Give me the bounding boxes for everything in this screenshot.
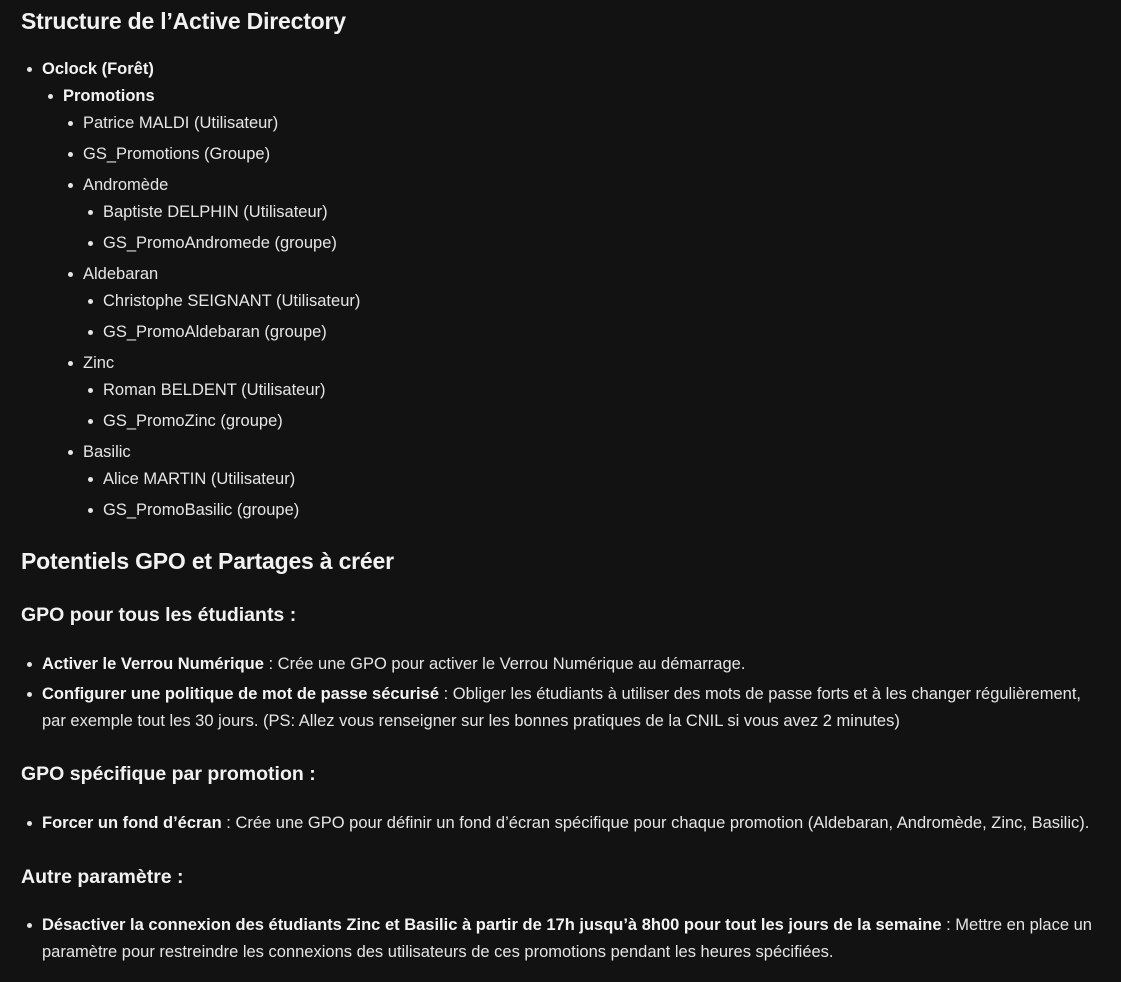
tree-node-label: Alice MARTIN (Utilisateur) [103,470,296,488]
tree-node-promotions [63,83,360,528]
item-text: : Crée une GPO pour activer le Verrou Numérique au démarrage. [263,655,746,673]
promo-label: Basilic [83,443,131,461]
tree-node-user [83,110,360,141]
list-per-promo [21,810,1101,837]
tree-node-label: GS_PromoBasilic (groupe) [103,501,300,519]
list-other [21,912,1101,966]
tree-node-label: GS_PromoAndromede (groupe) [103,234,337,252]
promo-label: Aldebaran [83,265,159,283]
tree-node-user [103,377,360,408]
promo-children [83,466,360,528]
item-text: : Crée une GPO pour définir un fond d’écran spécifique pour chaque promotion (Aldebaran, Andromède, Zinc, Basilic). [221,814,1090,832]
tree-level-ou [42,83,360,528]
tree-node-promo-basilic [83,439,360,528]
tree-node-label: Christophe SEIGNANT (Utilisateur) [103,292,361,310]
tree-node-label: Patrice MALDI (Utilisateur) [83,114,279,132]
section-title-ad-structure: Structure de l’Active Directory [21,8,346,34]
tree-node-label: GS_Promotions (Groupe) [83,145,271,163]
promo-children [83,288,360,350]
tree-node-label: GS_PromoAldebaran (groupe) [103,323,327,341]
subheading-other: Autre paramètre : [21,866,184,888]
list-item [42,912,1101,966]
tree-node-label: Roman BELDENT (Utilisateur) [103,381,326,399]
tree-node-forest [42,56,360,528]
promo-children [83,377,360,439]
tree-level-forest [21,56,360,528]
tree-node-user [103,466,360,497]
forest-label: Oclock (Forêt) [42,60,154,78]
tree-node-group [103,319,360,350]
tree-node-label: GS_PromoZinc (groupe) [103,412,283,430]
item-text: : Mettre en place un paramètre pour restreindre les connexions des utilisateurs de ces promotions pendant les heures spécifiées. [42,916,1092,961]
item-label: Désactiver la connexion des étudiants Zinc et Basilic à partir de 17h jusqu’à 8h00 pour tout les jours de la semaine [42,916,942,934]
tree-node-user [103,199,360,230]
subheading-all-students: GPO pour tous les étudiants : [21,604,297,626]
tree-node-promo-andromede [83,172,360,261]
tree-node-promo-aldebaran [83,261,360,350]
tree-node-group [83,141,360,172]
ou-promotions-label: Promotions [63,87,155,105]
tree-node-label: Baptiste DELPHIN (Utilisateur) [103,203,328,221]
tree-level-promotions-children [63,110,360,528]
tree-node-promo-zinc [83,350,360,439]
item-label: Configurer une politique de mot de passe sécurisé [42,685,439,703]
item-label: Forcer un fond d’écran [42,814,222,832]
item-label: Activer le Verrou Numérique [42,655,264,673]
promo-label: Andromède [83,176,169,194]
ad-tree [21,56,360,528]
list-item [42,810,1101,837]
promo-children [83,199,360,261]
promo-label: Zinc [83,354,115,372]
tree-node-group [103,230,360,261]
tree-node-user [103,288,360,319]
list-item [42,651,1101,678]
tree-node-group [103,497,360,528]
tree-node-group [103,408,360,439]
item-text: : Obliger les étudiants à utiliser des mots de passe forts et à les changer régulièrement, par exemple tout les 30 jours. (PS: Allez vous renseigner sur les bonnes pratiques de la CNIL si vous avez 2 minutes) [42,685,1081,730]
subheading-per-promo: GPO spécifique par promotion : [21,763,316,785]
list-item [42,681,1101,735]
list-all-students [21,651,1101,735]
section-title-gpo: Potentiels GPO et Partages à créer [21,548,394,574]
